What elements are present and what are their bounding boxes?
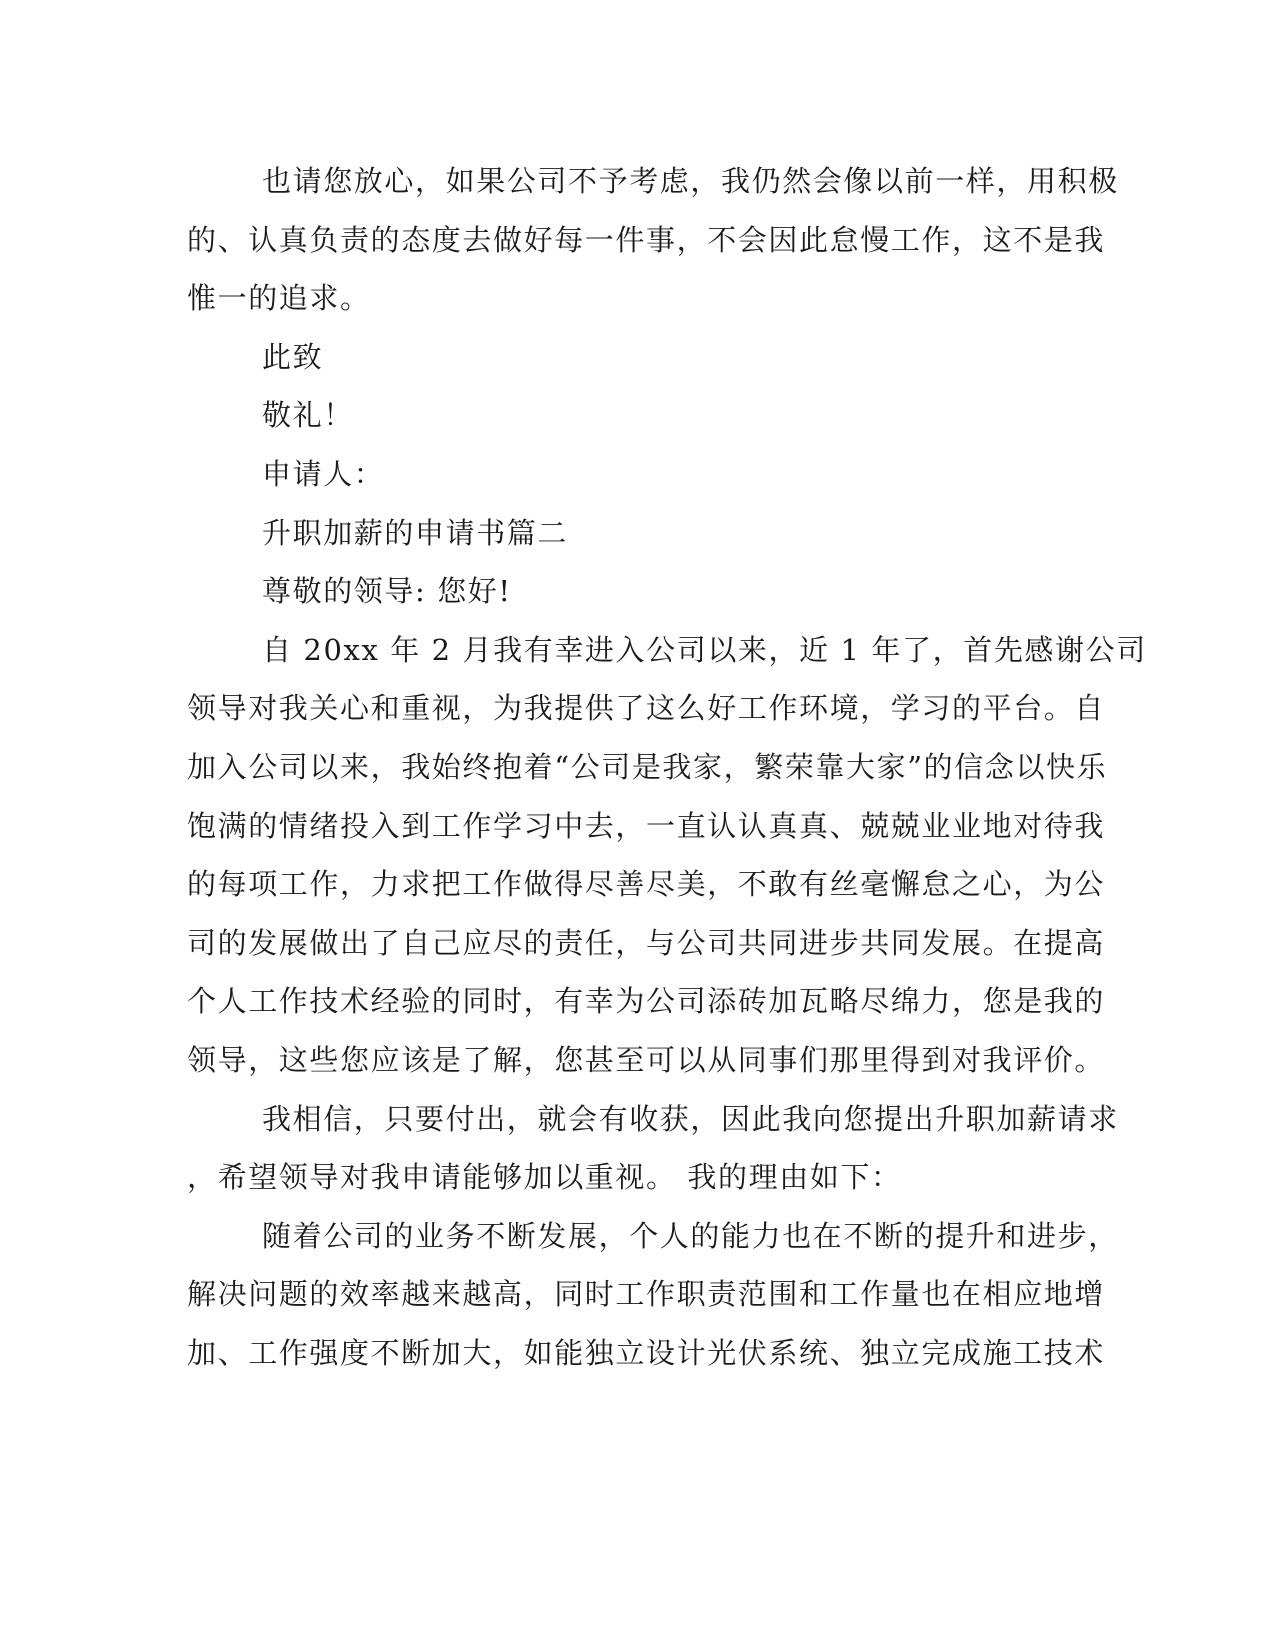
text-line: 领导，这些您应该是了解，您甚至可以从同事们那里得到对我评价。 <box>187 1043 1106 1077</box>
text-line: 惟一的追求。 <box>187 281 371 315</box>
text-line: 此致 <box>262 340 324 374</box>
text-line: 的每项工作，力求把工作做得尽善尽美，不敢有丝毫懈怠之心，为公 <box>187 867 1106 901</box>
text-line: 饱满的情绪投入到工作学习中去，一直认认真真、兢兢业业地对待我 <box>187 809 1106 843</box>
section-heading: 升职加薪的申请书篇二 <box>262 516 569 550</box>
text-line: 申请人： <box>262 457 385 491</box>
text-line: 随着公司的业务不断发展，个人的能力也在不断的提升和进步， <box>262 1219 1119 1253</box>
text-line: 加入公司以来，我始终抱着“公司是我家，繁荣靠大家”的信念以快乐 <box>187 750 1108 784</box>
text-line: 解决问题的效率越来越高，同时工作职责范围和工作量也在相应地增 <box>187 1277 1106 1311</box>
text-line: 个人工作技术经验的同时，有幸为公司添砖加瓦略尽绵力，您是我的 <box>187 984 1106 1018</box>
text-line: 加、工作强度不断加大，如能独立设计光伏系统、独立完成施工技术 <box>187 1336 1106 1370</box>
text-line: 司的发展做出了自己应尽的责任，与公司共同进步共同发展。在提高 <box>187 926 1106 960</box>
text-line: 的、认真负责的态度去做好每一件事，不会因此怠慢工作，这不是我 <box>187 223 1106 257</box>
salutation: 尊敬的领导: 您好! <box>262 574 512 608</box>
text-line: 自 20xx 年 2 月我有幸进入公司以来，近 1 年了，首先感谢公司 <box>262 633 1147 667</box>
text-line: 领导对我关心和重视，为我提供了这么好工作环境，学习的平台。自 <box>187 691 1106 725</box>
text-line: 我相信，只要付出，就会有收获，因此我向您提出升职加薪请求 <box>262 1102 1119 1136</box>
text-line: 也请您放心，如果公司不予考虑，我仍然会像以前一样，用积极 <box>262 164 1119 198</box>
text-line: ，希望领导对我申请能够加以重视。 我的理由如下： <box>187 1160 902 1194</box>
text-line: 敬礼！ <box>262 398 354 432</box>
